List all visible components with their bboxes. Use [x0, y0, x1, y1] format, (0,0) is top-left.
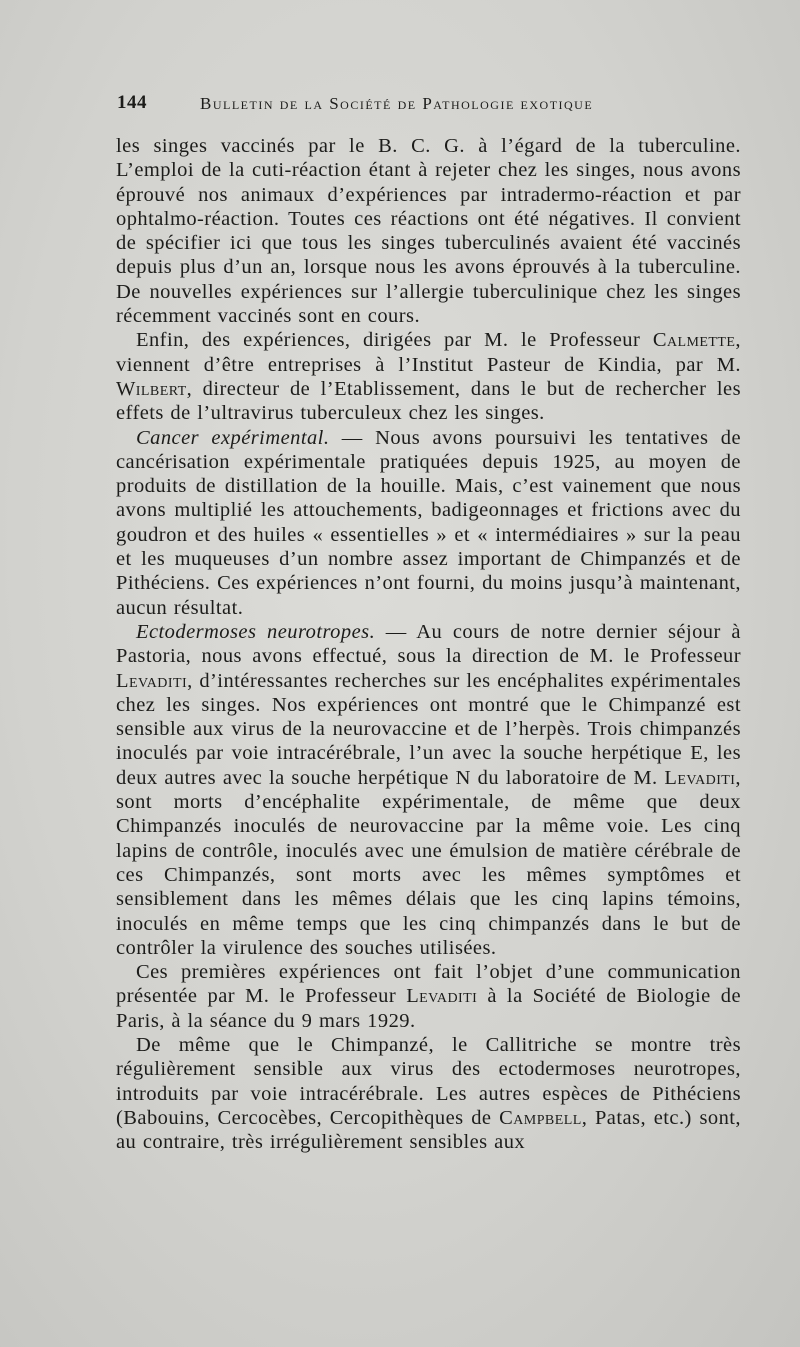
page-header [117, 92, 650, 118]
author-name: Levaditi [116, 669, 188, 692]
paragraph [116, 328, 741, 425]
text-run: , viennent d’être entreprises à l’Institut Pasteur de Kindia, par M. [116, 329, 741, 376]
text-run: les singes vaccinés par le B. C. G. à l’égard de la tuberculine. L’emploi de la cuti-réaction étant à rejeter chez les singes, nous avons éprouvé nos animaux d’expériences par intradermo-réaction et par ophtalmo-réaction. Toutes ces réactions ont été négatives. Il convient de spécifier ici que tous les singes tuberculinés avaient été vaccinés depuis plus d’un an, lorsque nous les avons éprouvés à la tuberculine. De nouvelles expériences sur l’allergie tuberculinique chez les singes récemment vaccinés sont en cours. [116, 135, 741, 328]
author-name: Calmette [652, 329, 736, 352]
author-name: Levaditi [664, 766, 736, 789]
text-run: , Patas, etc.) sont, au contraire, très irrégulièrement sensibles aux [116, 1106, 741, 1154]
body-text [116, 134, 741, 1154]
paragraph [116, 1033, 741, 1154]
author-name: Campbell [499, 1106, 582, 1129]
text-run: Enfin, des expériences, dirigées par M. le Professeur [136, 329, 653, 352]
page-number: 144 [117, 92, 147, 113]
author-name: Levaditi [406, 985, 478, 1008]
paragraph [116, 960, 741, 1033]
section-heading: Cancer expérimental. [136, 426, 330, 449]
author-name: Wilbert [116, 377, 187, 400]
text-run: — Au cours de notre dernier séjour à Pastoria, nous avons effectué, sous la direction de M. le Professeur [116, 620, 741, 668]
section-heading: Ectodermoses neurotropes. [136, 620, 376, 643]
paragraph [116, 426, 741, 620]
text-run: Ces premières expériences ont fait l’objet d’une communication présentée par M. le Professeur [116, 961, 741, 1008]
running-head: Bulletin de la Société de Pathologie exotique [200, 94, 594, 113]
text-run: De même que le Chimpanzé, le Callitriche se montre très régulièrement sensible aux virus des ectodermoses neurotropes, introduits par voie intracérébrale. Les autres espèces de Pithéciens (Babouins, Cercocèbes, Cercopithèques de [116, 1033, 741, 1129]
text-run: , d’intéressantes recherches sur les encéphalites expérimentales chez les singes. Nos expériences ont montré que le Chimpanzé est sensible aux virus de la neurovaccine et de l’herpès. Trois chimpanzés inoculés par voie intracérébrale, l’un avec la souche herpétique E, les deux autres avec la souche herpétique N du laboratoire de M. [116, 669, 741, 789]
paragraph [116, 134, 741, 328]
paragraph [116, 620, 741, 960]
text-run: — Nous avons poursuivi les tentatives de cancérisation expérimentale pratiquées depuis 1925, au moyen de produits de distillation de la houille. Mais, c’est vainement que nous avons multiplié les attouchements, badigeonnages et frictions avec du goudron et des huiles « essentielles » et « intermédiaires » sur la peau et les muqueuses d’un nombre assez important de Chimpanzés et de Pithéciens. Ces expériences n’ont fourni, du moins jusqu’à maintenant, aucun résultat. [116, 426, 741, 619]
text-run: , sont morts d’encéphalite expérimentale, de même que deux Chimpanzés inoculés de neurovaccine par la même voie. Les cinq lapins de contrôle, inoculés avec une émulsion de matière cérébrale de ces Chimpanzés, sont morts avec les mêmes symptômes et sensiblement dans les mêmes délais que les cinq lapins témoins, inoculés en même temps que les cinq chimpanzés dans le but de contrôler la virulence des souches utilisées. [116, 766, 741, 959]
text-run: , directeur de l’Etablissement, dans le but de rechercher les effets de l’ultravirus tuberculeux chez les singes. [116, 377, 741, 425]
text-run: à la Société de Biologie de Paris, à la séance du 9 mars 1929. [116, 985, 742, 1032]
